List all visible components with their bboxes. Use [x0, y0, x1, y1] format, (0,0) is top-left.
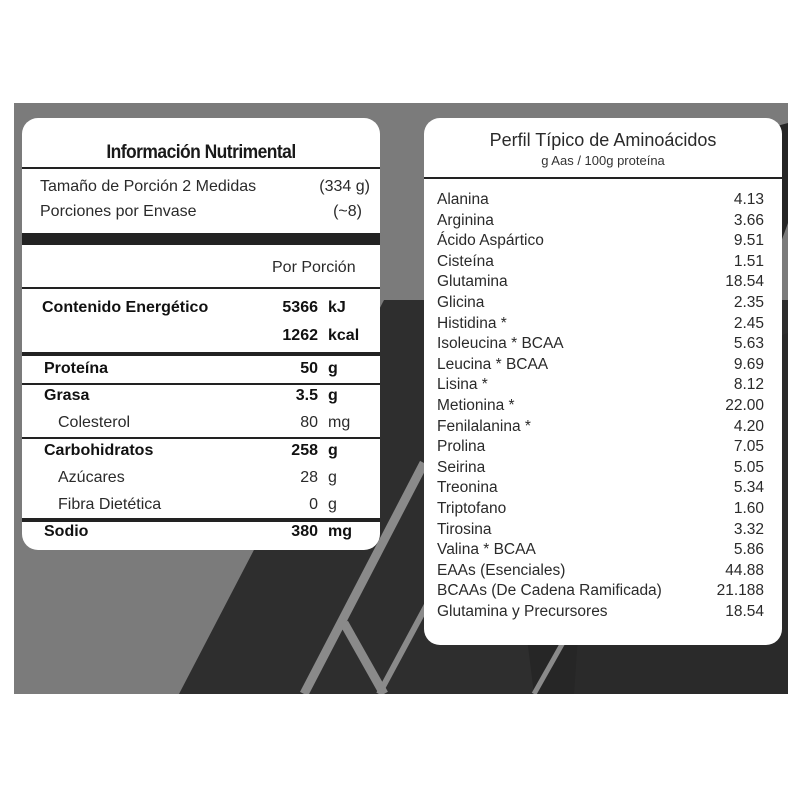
- amino-title: Perfil Típico de Aminoácidos: [489, 130, 717, 150]
- amino-row: [437, 581, 764, 602]
- nutrient-unit: mg: [328, 523, 352, 540]
- nutrient-value: 258: [291, 442, 318, 459]
- nutrient-value: 28: [300, 469, 318, 486]
- energy-label: Contenido Energético: [42, 299, 209, 316]
- amino-value: 7.05: [733, 438, 764, 456]
- amino-name: Glicina: [437, 293, 485, 311]
- amino-value: 2.35: [733, 293, 764, 311]
- amino-name: Leucina * BCAA: [437, 355, 549, 373]
- servings-value: (~8): [333, 203, 362, 220]
- amino-name: Fenilalanina *: [437, 417, 531, 435]
- amino-value: 22.00: [725, 396, 764, 414]
- amino-value: 9.69: [733, 355, 764, 373]
- divider: [22, 167, 380, 169]
- nutrient-label: Sodio: [44, 523, 89, 540]
- divider: [22, 287, 380, 289]
- amino-row: [437, 272, 764, 293]
- amino-acid-list: [437, 190, 764, 622]
- servings-label: Porciones por Envase: [40, 203, 197, 220]
- amino-row: [437, 231, 764, 252]
- serving-size-value: (334 g): [319, 178, 370, 195]
- amino-name: Arginina: [437, 211, 494, 229]
- amino-name: Histidina *: [437, 314, 507, 332]
- amino-row: [437, 293, 764, 314]
- nutrient-unit: g: [328, 496, 337, 513]
- amino-name: Lisina *: [437, 376, 488, 394]
- nutrient-value: 80: [300, 414, 318, 431]
- amino-row: [437, 437, 764, 458]
- amino-row: [437, 602, 764, 623]
- amino-value: 44.88: [725, 561, 764, 579]
- nutrient-sublabel: Fibra Dietética: [58, 496, 162, 513]
- amino-row: [437, 478, 764, 499]
- amino-row: [437, 458, 764, 479]
- amino-subtitle: g Aas / 100g proteína: [541, 153, 665, 168]
- amino-value: 2.45: [733, 314, 764, 332]
- nutrient-value: 3.5: [295, 387, 318, 404]
- amino-value: 3.66: [733, 211, 764, 229]
- amino-name: Ácido Aspártico: [437, 232, 544, 250]
- amino-row: [437, 396, 764, 417]
- nutrient-unit: g: [328, 387, 338, 404]
- energy-kcal-unit: kcal: [328, 327, 360, 344]
- amino-name: Metionina *: [437, 396, 515, 414]
- amino-value: 3.32: [733, 520, 764, 538]
- amino-name: Cisteína: [437, 252, 494, 270]
- amino-value: 8.12: [733, 376, 764, 394]
- thick-divider: [22, 518, 380, 522]
- amino-name: BCAAs (De Cadena Ramificada): [437, 582, 662, 600]
- amino-row: [437, 252, 764, 273]
- amino-row: [437, 375, 764, 396]
- nutrient-value: 380: [291, 523, 318, 540]
- energy-kcal-value: 1262: [282, 327, 318, 344]
- amino-value: 1.51: [733, 252, 764, 270]
- amino-name: Prolina: [437, 438, 486, 456]
- nutrient-sublabel: Azúcares: [58, 469, 125, 486]
- amino-value: 1.60: [733, 499, 764, 517]
- amino-value: 21.188: [716, 582, 764, 600]
- amino-row: [437, 417, 764, 438]
- divider: [22, 383, 380, 385]
- amino-row: [437, 211, 764, 232]
- divider: [424, 177, 782, 179]
- nutrient-label: Proteína: [44, 360, 109, 377]
- energy-kj-unit: kJ: [328, 299, 346, 316]
- energy-kj-value: 5366: [282, 299, 318, 316]
- nutrient-label: Grasa: [44, 387, 90, 404]
- per-serving-label: Por Porción: [272, 259, 356, 276]
- nutrient-unit: g: [328, 360, 338, 377]
- amino-row: [437, 355, 764, 376]
- amino-row: [437, 334, 764, 355]
- amino-value: 5.63: [733, 335, 764, 353]
- amino-row: [437, 190, 764, 211]
- amino-name: Seirina: [437, 458, 486, 476]
- amino-name: Alanina: [437, 191, 489, 208]
- amino-value: 5.34: [733, 479, 764, 497]
- amino-name: Isoleucina * BCAA: [437, 335, 564, 353]
- nutrient-unit: g: [328, 442, 338, 459]
- nutrient-value: 50: [300, 360, 318, 377]
- amino-value: 18.54: [725, 602, 764, 620]
- amino-row: [437, 314, 764, 335]
- amino-row: [437, 561, 764, 582]
- amino-value: 5.86: [733, 541, 764, 559]
- amino-name: Valina * BCAA: [437, 541, 536, 559]
- nutrient-label: Carbohidratos: [44, 442, 154, 459]
- amino-name: Glutamina: [437, 273, 508, 291]
- thick-divider: [22, 233, 380, 245]
- nutrient-value: 0: [309, 496, 318, 513]
- amino-value: 4.20: [733, 417, 764, 435]
- thick-divider: [22, 352, 380, 356]
- amino-name: EAAs (Esenciales): [437, 561, 566, 579]
- amino-row: [437, 499, 764, 520]
- amino-name: Treonina: [437, 479, 498, 497]
- amino-value: 9.51: [733, 232, 764, 250]
- divider: [22, 437, 380, 439]
- serving-size-label: Tamaño de Porción 2 Medidas: [40, 178, 257, 195]
- amino-row: [437, 540, 764, 561]
- nutrient-unit: mg: [328, 414, 351, 431]
- nutrient-sublabel: Colesterol: [58, 414, 131, 431]
- nutrition-title: Información Nutrimental: [106, 142, 296, 163]
- amino-name: Tirosina: [437, 520, 492, 538]
- amino-value: 18.54: [725, 273, 764, 291]
- amino-name: Triptofano: [437, 499, 507, 517]
- amino-row: [437, 520, 764, 541]
- amino-name: Glutamina y Precursores: [437, 602, 608, 620]
- nutrient-unit: g: [328, 469, 337, 486]
- amino-value: 4.13: [733, 191, 764, 208]
- amino-value: 5.05: [733, 458, 764, 476]
